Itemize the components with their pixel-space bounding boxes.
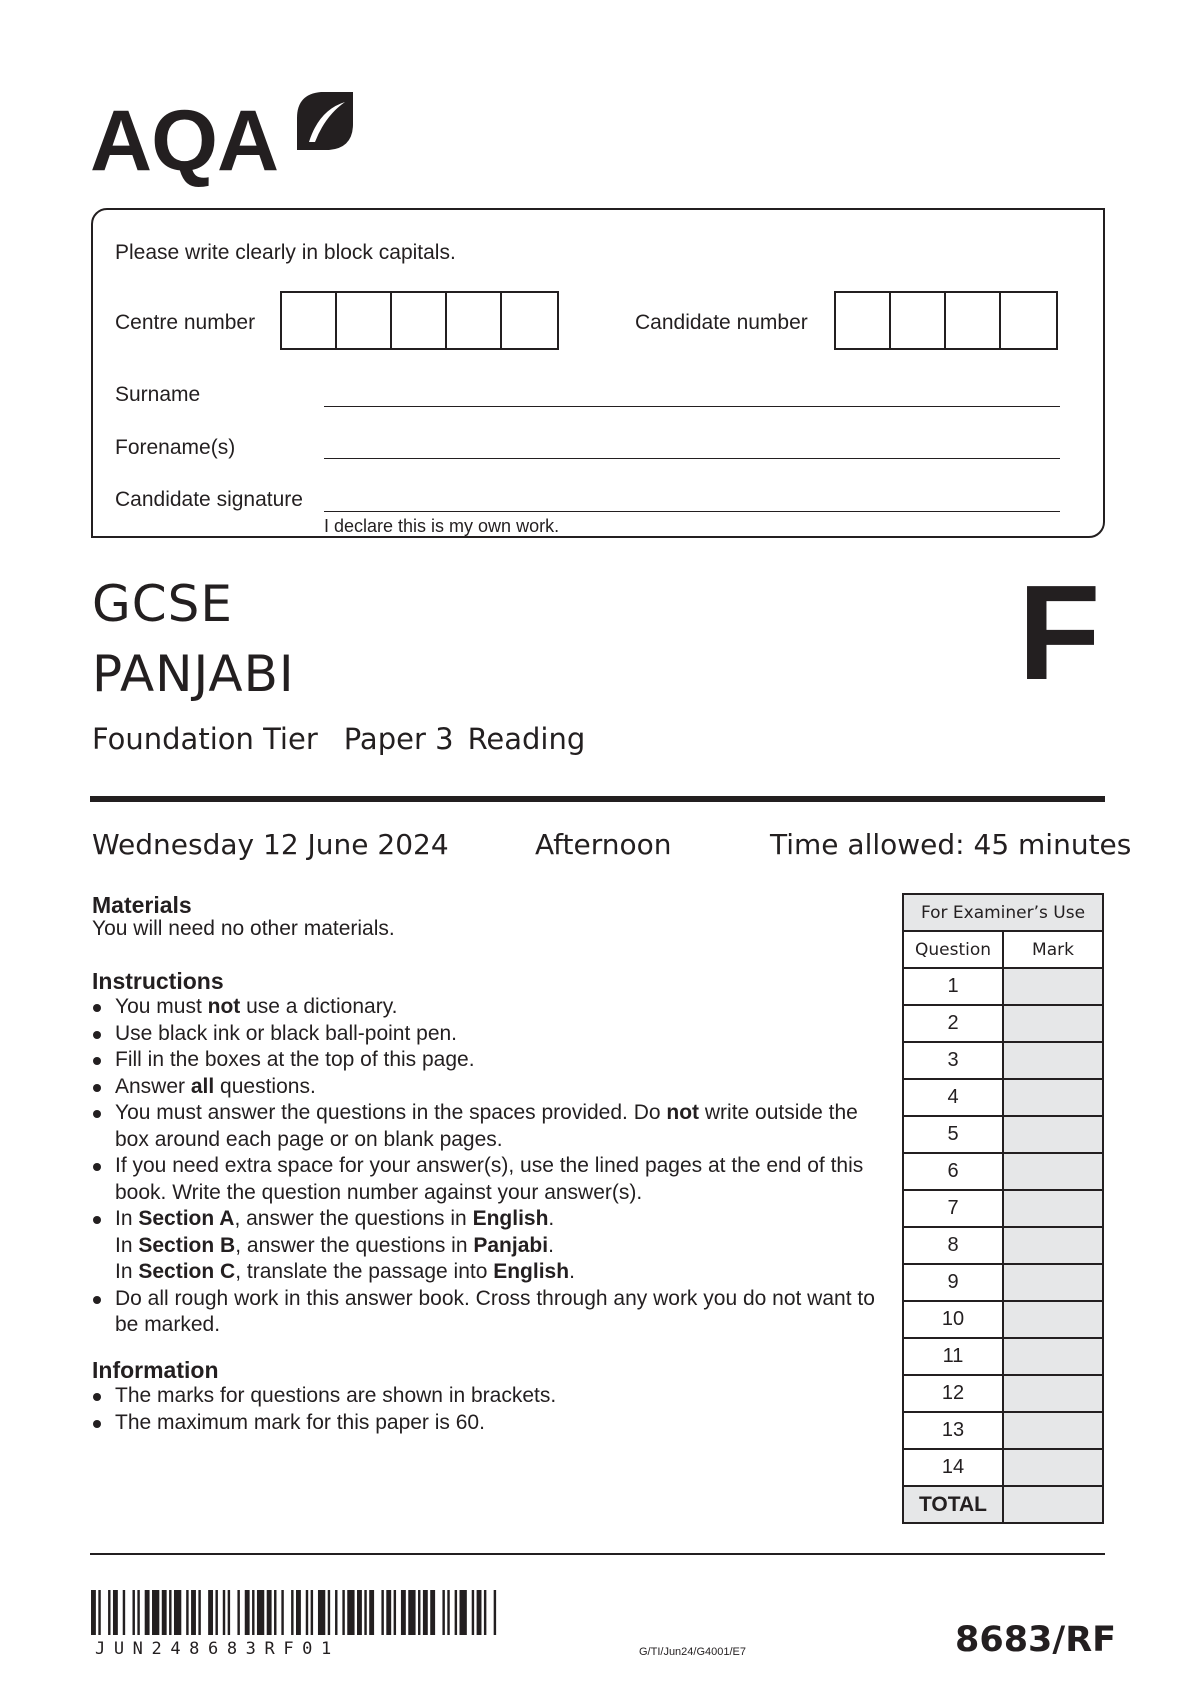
centre-number-label: Centre number [115, 311, 256, 334]
barcode-text: JUN248683RF01 [95, 1639, 340, 1659]
barcode-bar [191, 1590, 196, 1635]
barcode-bar [447, 1590, 449, 1635]
examiner-table-row [904, 1339, 1102, 1376]
barcode-bar [137, 1590, 139, 1635]
leaf-icon [295, 90, 355, 152]
barcode-bar [291, 1590, 293, 1635]
barcode-bar [430, 1590, 435, 1635]
barcode-bar [186, 1590, 188, 1635]
mark-cell [1004, 1043, 1102, 1078]
barcode-bar [215, 1590, 217, 1635]
centre-number-digit[interactable] [282, 293, 337, 348]
examiner-table-header [904, 932, 1102, 969]
barcode-bar [484, 1590, 486, 1635]
question-number: 8 [904, 1228, 1004, 1263]
barcode-bar [132, 1590, 134, 1635]
materials-heading: Materials [92, 892, 192, 918]
question-number: 10 [904, 1302, 1004, 1337]
instruction-item: If you need extra space for your answer(s), use the lined pages at the end of this book. Write the question number against your answer(s). [92, 1153, 882, 1206]
barcode-bar [408, 1590, 415, 1635]
question-number: 13 [904, 1413, 1004, 1448]
exam-date: Wednesday 12 June 2024 [92, 828, 449, 861]
instruction-item: You must not use a dictionary. [92, 994, 882, 1021]
mark-cell [1004, 1228, 1102, 1263]
paper-number: Paper 3 [343, 722, 454, 756]
question-number: 9 [904, 1265, 1004, 1300]
mark-cell [1004, 1302, 1102, 1337]
examiner-table-row [904, 1043, 1102, 1080]
barcode-bar [252, 1590, 254, 1635]
instruction-item: Use black ink or black ball-point pen. [92, 1021, 882, 1048]
barcode-bar [306, 1590, 308, 1635]
examiner-table-row [904, 1154, 1102, 1191]
barcode-bar [113, 1590, 118, 1635]
barcode-bar [318, 1590, 325, 1635]
barcode-bar [455, 1590, 457, 1635]
examiner-table-row [904, 1413, 1102, 1450]
barcode-bar [208, 1590, 213, 1635]
barcode-bar [460, 1590, 467, 1635]
candidate-number-boxes[interactable] [834, 291, 1058, 350]
question-number: 14 [904, 1450, 1004, 1485]
mark-cell [1004, 1154, 1102, 1189]
mark-cell [1004, 1006, 1102, 1041]
barcode-bar [328, 1590, 330, 1635]
title-divider [90, 796, 1105, 802]
barcode-bar [494, 1590, 496, 1635]
barcode-bar [386, 1590, 391, 1635]
footer-divider [90, 1553, 1105, 1555]
barcode-bar [223, 1590, 225, 1635]
barcode-bar [267, 1590, 272, 1635]
question-number: 6 [904, 1154, 1004, 1189]
question-column-header: Question [904, 932, 1004, 967]
barcode-bar [228, 1590, 230, 1635]
examiners-use-table [902, 893, 1104, 1524]
mark-column-header: Mark [1032, 939, 1074, 960]
tier-name: Foundation Tier [92, 722, 318, 756]
signature-label: Candidate signature [115, 488, 303, 511]
examiner-table-body [904, 969, 1102, 1522]
barcode-bar [281, 1590, 283, 1635]
logo-text: AQA [90, 93, 279, 189]
information-list [92, 1383, 882, 1436]
paper-code: 8683/RF [955, 1620, 1117, 1660]
barcode-bar [357, 1590, 362, 1635]
barcode-bar [162, 1590, 167, 1635]
barcode-bar [364, 1590, 366, 1635]
centre-number-digit[interactable] [447, 293, 502, 348]
forenames-label: Forename(s) [115, 436, 236, 459]
barcode [91, 1590, 501, 1635]
question-number: 7 [904, 1191, 1004, 1226]
mark-cell [1004, 1376, 1102, 1411]
instruction-item: Fill in the boxes at the top of this page. [92, 1047, 882, 1074]
candidate-number-digit[interactable] [1001, 293, 1056, 348]
examiner-table-row [904, 1191, 1102, 1228]
document-reference: G/TI/Jun24/G4001/E7 [639, 1646, 747, 1658]
examiners-use-title: For Examiner’s Use [904, 895, 1102, 932]
candidate-number-label: Candidate number [635, 311, 808, 334]
barcode-bar [257, 1590, 264, 1635]
question-number: 12 [904, 1376, 1004, 1411]
barcode-bar [369, 1590, 374, 1635]
forenames-field[interactable] [324, 458, 1060, 459]
centre-number-digit[interactable] [337, 293, 392, 348]
barcode-bar [296, 1590, 301, 1635]
barcode-bar [423, 1590, 428, 1635]
barcode-bar [477, 1590, 482, 1635]
barcode-bar [311, 1590, 313, 1635]
examiner-table-row [904, 1302, 1102, 1339]
declaration-text: I declare this is my own work. [324, 516, 560, 536]
barcode-bar [442, 1590, 444, 1635]
barcode-bar [123, 1590, 125, 1635]
barcode-bar [152, 1590, 159, 1635]
mark-cell [1004, 1265, 1102, 1300]
information-item: The marks for questions are shown in brackets. [92, 1383, 882, 1410]
barcode-bar [394, 1590, 396, 1635]
barcode-bar [274, 1590, 276, 1635]
question-number: 4 [904, 1080, 1004, 1115]
barcode-bar [237, 1590, 239, 1635]
mark-cell [1004, 1450, 1102, 1485]
barcode-bar [418, 1590, 420, 1635]
barcode-bar [347, 1590, 354, 1635]
instructions-heading: Instructions [92, 968, 224, 994]
exam-session: Afternoon [535, 828, 672, 861]
barcode-bar [98, 1590, 100, 1635]
question-number: 2 [904, 1006, 1004, 1041]
barcode-bar [245, 1590, 250, 1635]
question-number: 1 [904, 969, 1004, 1004]
instructions-list [92, 994, 882, 1339]
barcode-bar [169, 1590, 171, 1635]
paper-component: Reading [467, 722, 586, 756]
instruction-item: You must answer the questions in the spaces provided. Do not write outside the box around each page or on blank pages. [92, 1100, 882, 1153]
tier-letter: F [1018, 557, 1101, 708]
barcode-bar [401, 1590, 406, 1635]
centre-number-digit[interactable] [392, 293, 447, 348]
barcode-bar [342, 1590, 344, 1635]
barcode-bar [335, 1590, 337, 1635]
examiner-table-row [904, 1006, 1102, 1043]
examiner-table-row [904, 1117, 1102, 1154]
instruction-item: In Section A, answer the questions in English. In Section B, answer the questions in Panjabi. In Section C, translate the passage into English. [92, 1206, 882, 1286]
question-number: 5 [904, 1117, 1004, 1152]
surname-label: Surname [115, 383, 201, 406]
examiner-table-row [904, 1265, 1102, 1302]
subject-title: PANJABI [92, 645, 295, 703]
total-mark-cell [1004, 1487, 1102, 1522]
total-label: TOTAL [904, 1487, 1004, 1522]
mark-cell [1004, 1117, 1102, 1152]
centre-number-boxes[interactable] [280, 291, 559, 350]
candidate-number-digit[interactable] [836, 293, 891, 348]
mark-cell [1004, 969, 1102, 1004]
question-number: 3 [904, 1043, 1004, 1078]
centre-number-digit[interactable] [502, 293, 557, 348]
examiner-table-row [904, 1228, 1102, 1265]
materials-text: You will need no other materials. [92, 917, 395, 940]
block-capitals-instruction: Please write clearly in block capitals. [115, 241, 456, 264]
barcode-bar [472, 1590, 474, 1635]
examiner-table-row [904, 1450, 1102, 1487]
barcode-bar [145, 1590, 150, 1635]
mark-cell [1004, 1191, 1102, 1226]
instruction-item: Do all rough work in this answer book. Cross through any work you do not want to be marked. [92, 1286, 882, 1339]
information-item: The maximum mark for this paper is 60. [92, 1410, 882, 1437]
time-allowed: Time allowed: 45 minutes [770, 828, 1132, 861]
barcode-bar [174, 1590, 181, 1635]
examiner-table-row [904, 1080, 1102, 1117]
barcode-bar [108, 1590, 110, 1635]
barcode-bar [198, 1590, 200, 1635]
mark-cell [1004, 1413, 1102, 1448]
question-number: 11 [904, 1339, 1004, 1374]
surname-field[interactable] [324, 406, 1060, 407]
total-row [904, 1487, 1102, 1522]
information-heading: Information [92, 1357, 219, 1383]
candidate-number-digit[interactable] [946, 293, 1001, 348]
signature-field[interactable] [324, 511, 1060, 512]
mark-cell [1004, 1339, 1102, 1374]
barcode-bar [381, 1590, 383, 1635]
examiner-table-row [904, 1376, 1102, 1413]
qualification-title: GCSE [92, 575, 233, 633]
examiner-table-row [904, 969, 1102, 1006]
instruction-item: Answer all questions. [92, 1074, 882, 1101]
mark-cell [1004, 1080, 1102, 1115]
barcode-bar [91, 1590, 96, 1635]
paper-details [92, 722, 611, 756]
candidate-number-digit[interactable] [891, 293, 946, 348]
